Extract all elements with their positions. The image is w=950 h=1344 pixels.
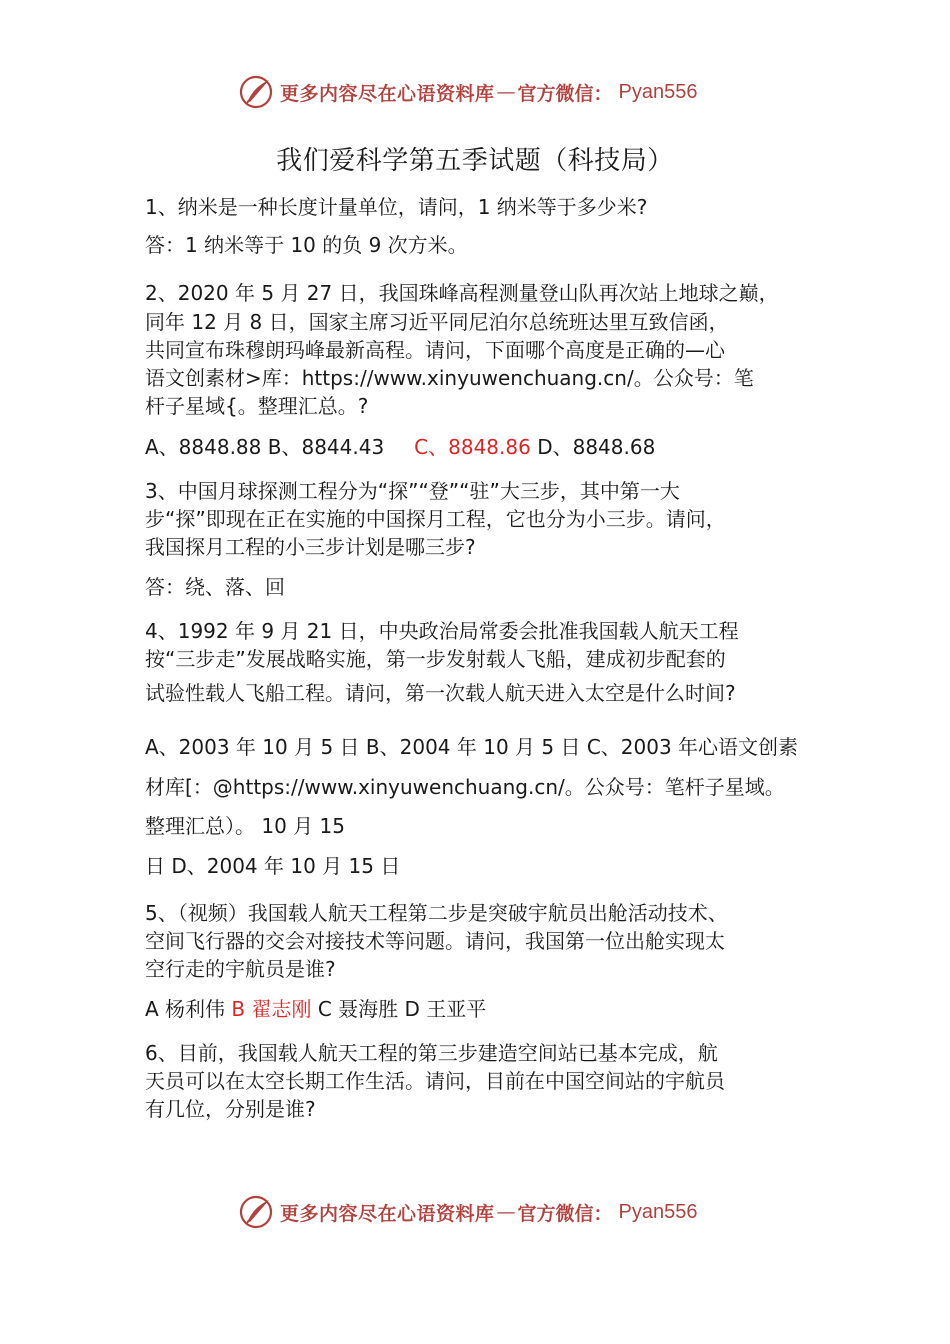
question-6-line-3: 有几位，分别是谁? [145,1097,316,1121]
quill-logo-icon [238,74,274,110]
question-2-line-1: 2、2020 年 5 月 27 日，我国珠峰高程测量登山队再次站上地球之巅， [145,281,779,305]
question-3-line-1: 3、中国月球探测工程分为“探”“登”“驻”大三步，其中第一大 [145,479,680,503]
question-2-line-5: 杆子星域{。整理汇总。? [145,394,369,418]
question-6-line-2: 天员可以在太空长期工作生活。请问，目前在中国空间站的宇航员 [145,1069,725,1093]
q5-option-b-answer: B 翟志刚 [231,997,312,1021]
banner-text: 更多内容尽在心语资料库 [280,1202,495,1225]
question-5-options [145,995,486,1023]
question-4-options-line-2: 材库[：@https://www.xinyuwenchuang.cn/。公众号：笔杆子星域。 [145,775,785,799]
question-3-line-2: 步“探”即现在正在实施的中国探月工程，它也分为小三步。请问， [145,507,726,531]
answer-3: 答：绕、落、回 [145,575,285,599]
q2-option-ab: A、8848.88 B、8844.43 [145,435,385,459]
question-1: 1、纳米是一种长度计量单位，请问，1 纳米等于多少米? [145,195,648,219]
page-title: 我们爱科学第五季试题（科技局） [276,146,674,176]
question-2-line-4: 语文创素材>库：https://www.xinyuwenchuang.cn/。公众号：笔 [145,366,754,390]
banner-separator: — [496,81,516,103]
question-4-options-line-3: 整理汇总）。 10 月 15 [145,814,345,838]
question-2-options [145,433,655,461]
question-5-line-1: 5、（视频）我国载人航天工程第二步是突破宇航员出舱活动技术、 [145,901,728,925]
question-2-line-3: 共同宣布珠穆朗玛峰最新高程。请问，下面哪个高度是正确的—心 [145,338,725,362]
quill-logo-icon [238,1194,274,1230]
banner-contact-id: Pyan556 [618,80,698,103]
banner-contact-label: 官方微信： [517,1202,613,1225]
q2-option-d: D、8848.68 [530,435,656,459]
footer-banner [238,1192,698,1232]
question-5-line-2: 空间飞行器的交会对接技术等问题。请问，我国第一位出舱实现太 [145,929,725,953]
banner-separator: — [496,1201,516,1223]
q5-option-a: A 杨利伟 [145,997,232,1021]
question-5-line-3: 空行走的宇航员是谁? [145,957,336,981]
q5-option-cd: C 聂海胜 D 王亚平 [311,997,487,1021]
banner-text: 更多内容尽在心语资料库 [280,82,495,105]
question-4-line-3: 试验性载人飞船工程。请问，第一次载人航天进入太空是什么时间? [145,681,736,705]
question-4-line-1: 4、1992 年 9 月 21 日，中央政治局常委会批准我国载人航天工程 [145,619,739,643]
question-4-options-line-1: A、2003 年 10 月 5 日 B、2004 年 10 月 5 日 C、2003 年心语文创素 [145,735,799,759]
question-2-line-2: 同年 12 月 8 日，国家主席习近平同尼泊尔总统班达里互致信函， [145,310,729,334]
question-6-line-1: 6、目前，我国载人航天工程的第三步建造空间站已基本完成，航 [145,1041,718,1065]
header-banner [238,72,698,112]
banner-contact-label: 官方微信： [517,82,613,105]
banner-contact-id: Pyan556 [618,1200,698,1223]
answer-1: 答：1 纳米等于 10 的负 9 次方米。 [145,233,468,257]
question-3-line-3: 我国探月工程的小三步计划是哪三步? [145,535,476,559]
question-4-options-line-4: 日 D、2004 年 10 月 15 日 [145,854,401,878]
q2-option-c-answer: C、8848.86 [414,435,531,459]
question-4-line-2: 按“三步走”发展战略实施，第一步发射载人飞船，建成初步配套的 [145,647,726,671]
